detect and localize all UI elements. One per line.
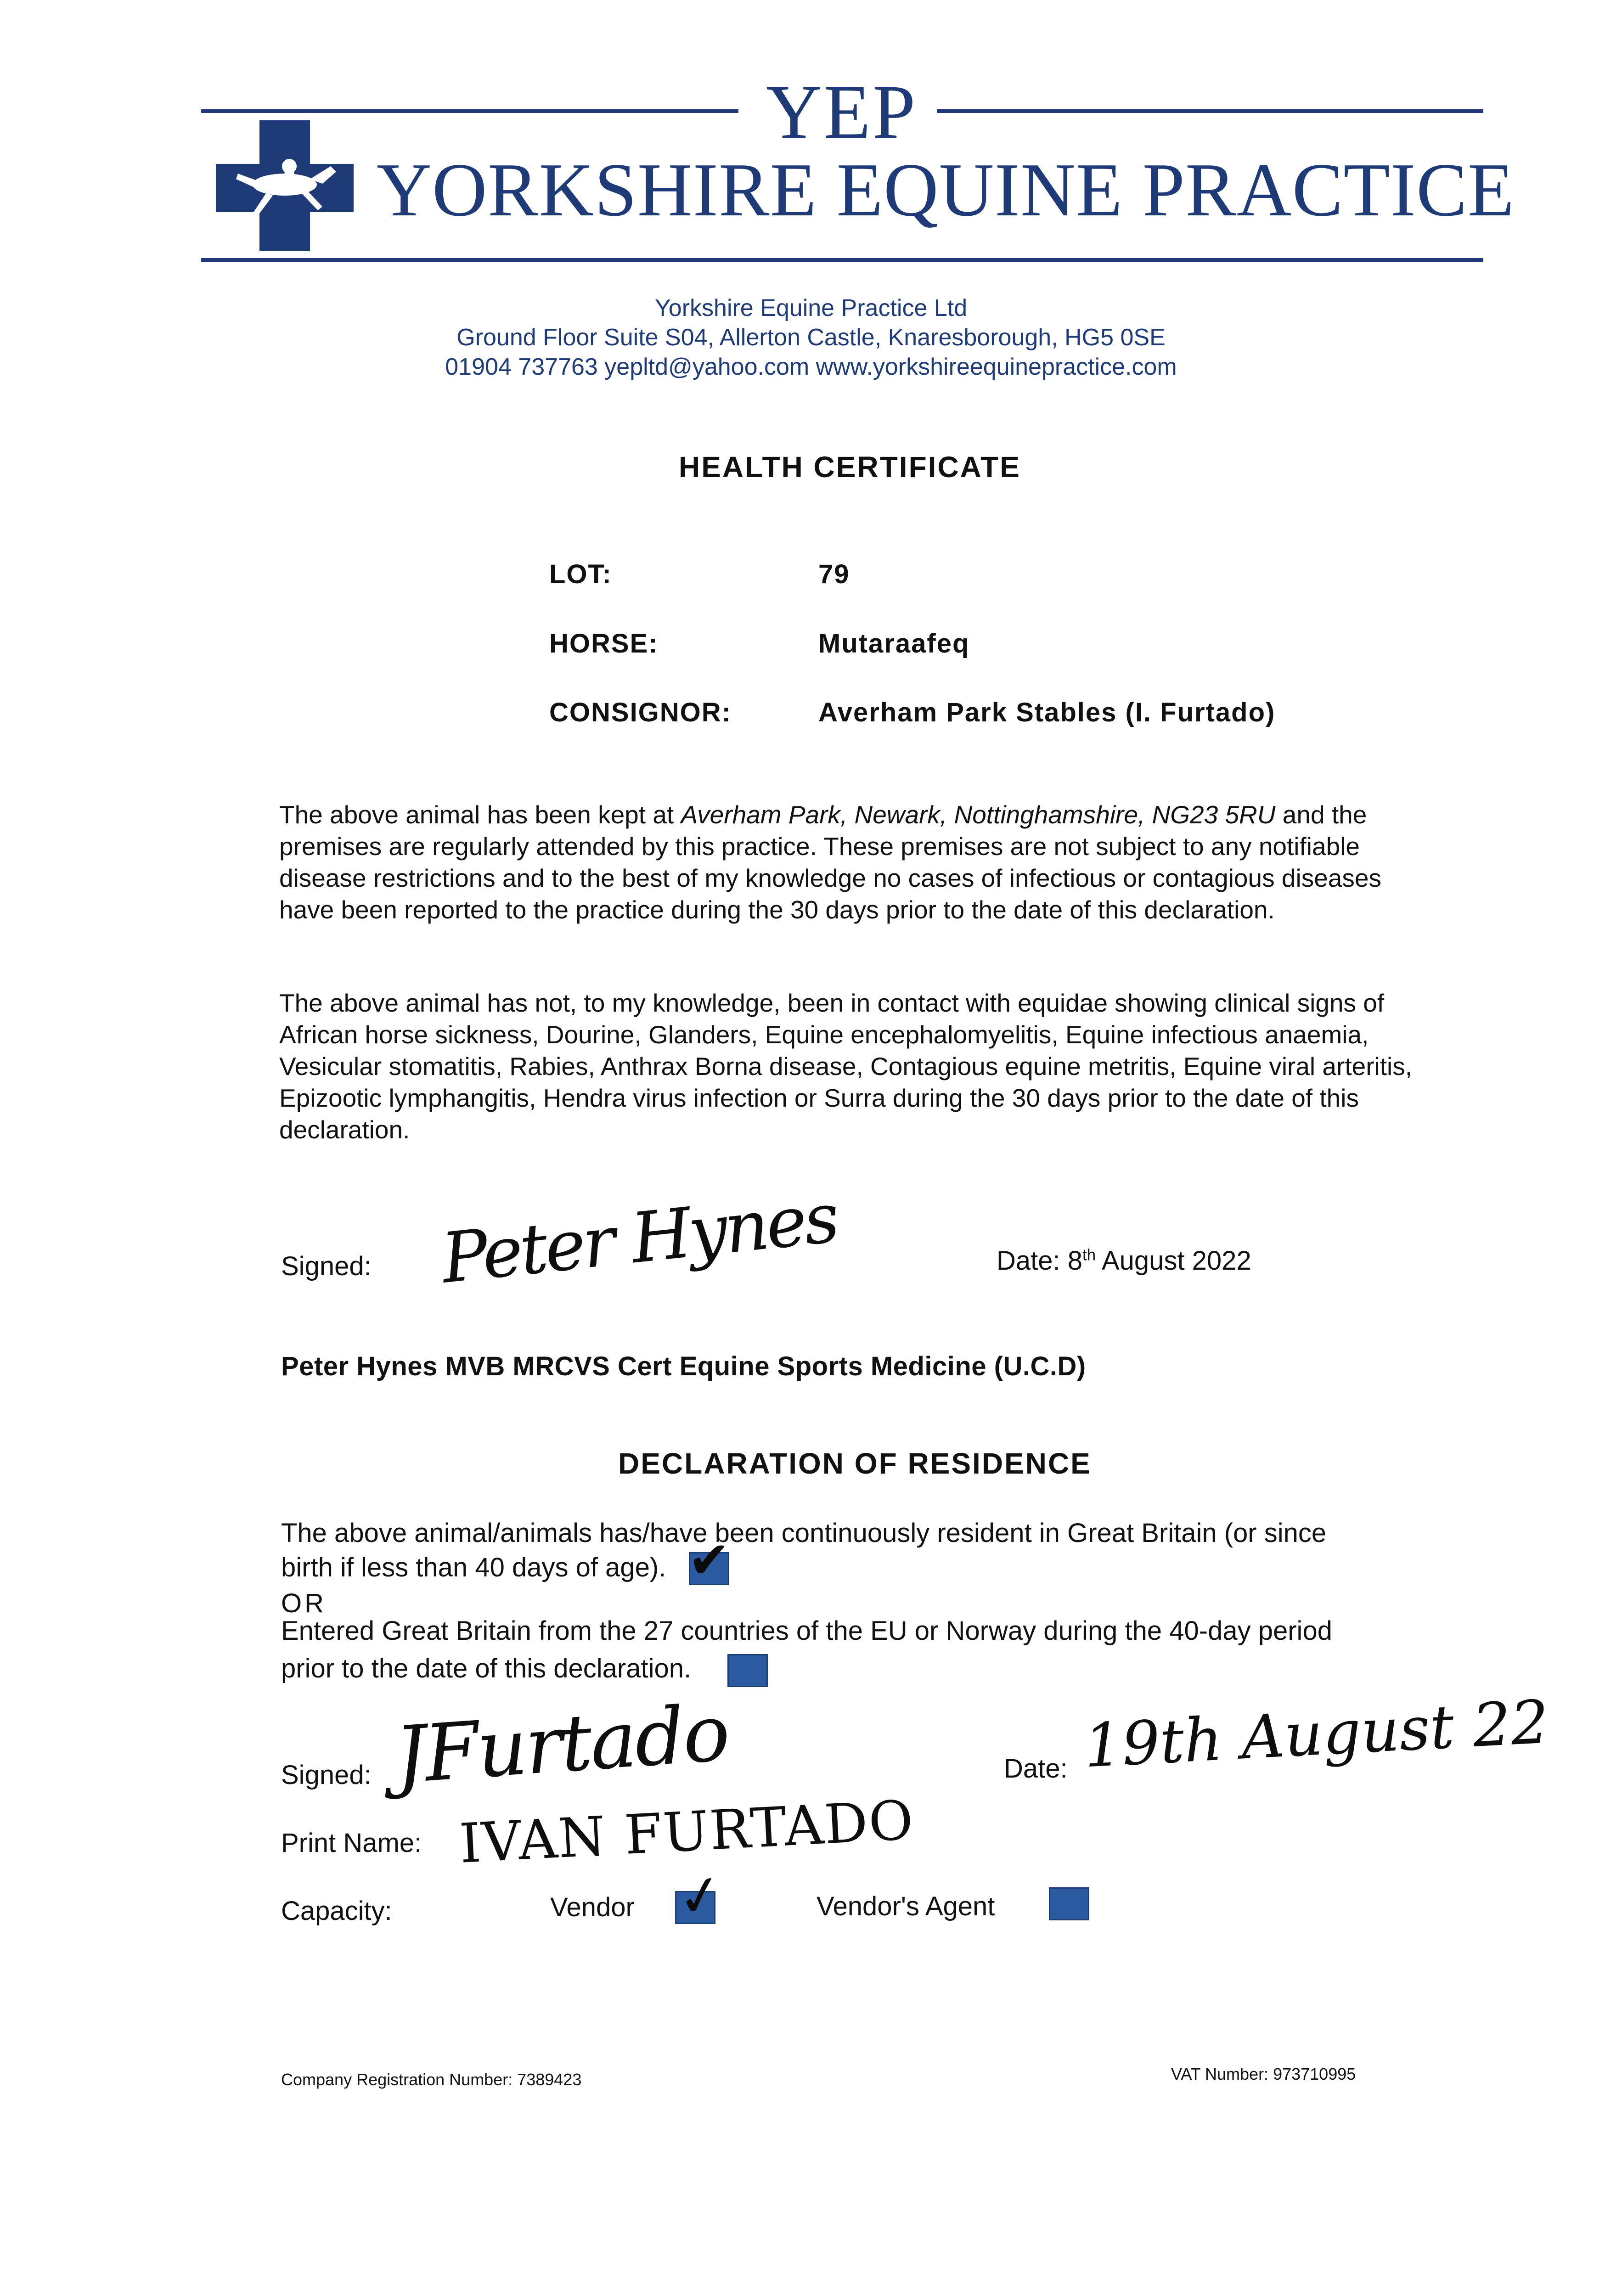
owner-date-label: Date: — [1004, 1754, 1068, 1784]
lot-label: LOT: — [549, 559, 612, 589]
horse-label: HORSE: — [549, 629, 659, 658]
vendor-agent-checkbox[interactable] — [1049, 1887, 1089, 1920]
owner-date-handwritten: 19th August 22 — [1082, 1687, 1551, 1781]
print-name-handwritten: IVAN FURTADO — [458, 1788, 916, 1875]
residence-option2-line2: prior to the date of this declaration. — [281, 1654, 692, 1683]
certificate-title: HEALTH CERTIFICATE — [679, 450, 1021, 484]
vendor-label: Vendor — [550, 1892, 635, 1922]
vet-date — [997, 1245, 1251, 1276]
company-registration-number: Company Registration Number: 7389423 — [281, 2070, 582, 2089]
owner-signature: JFurtado — [392, 1687, 731, 1802]
vendor-check-icon: ✓ — [672, 1861, 729, 1932]
vet-date-rest: August 2022 — [1101, 1246, 1251, 1276]
vet-signature: Peter Hynes — [438, 1178, 841, 1299]
vet-date-suffix: th — [1082, 1246, 1096, 1264]
vendor-agent-label: Vendor's Agent — [817, 1891, 995, 1921]
residence-option2-line1: Entered Great Britain from the 27 countries of the EU or Norway during the 40-day period — [281, 1616, 1332, 1646]
print-name-label: Print Name: — [281, 1828, 422, 1858]
premises-prefix: The above animal has been kept at — [279, 800, 681, 829]
residence-option1-line1: The above animal/animals has/have been continuously resident in Great Britain (or since — [281, 1518, 1327, 1548]
header-bottom-rule — [201, 258, 1483, 262]
residence-title: DECLARATION OF RESIDENCE — [618, 1447, 1092, 1480]
residence-option1-line2: birth if less than 40 days of age). — [281, 1553, 666, 1582]
lot-value: 79 — [818, 559, 850, 589]
premises-location: Averham Park, Newark, Nottinghamshire, NG23 5RU — [681, 800, 1276, 829]
vet-signed-label: Signed: — [281, 1251, 372, 1281]
resident-check-icon: ✔ — [688, 1531, 731, 1589]
capacity-label: Capacity: — [281, 1896, 392, 1926]
consignor-value: Averham Park Stables (I. Furtado) — [818, 698, 1276, 727]
vet-date-day: 8 — [1067, 1246, 1083, 1276]
premises-statement — [279, 799, 1418, 926]
or-separator: OR — [281, 1588, 327, 1618]
cross-horse-logo — [216, 120, 354, 251]
company-contact: 01904 737763 yepltd@yahoo.com www.yorkshireequinepractice.com — [445, 354, 1177, 380]
horse-value: Mutaraafeq — [818, 629, 970, 658]
practice-name: YORKSHIRE EQUINE PRACTICE — [377, 147, 1515, 232]
eu-entry-checkbox[interactable] — [727, 1654, 768, 1687]
company-address: Ground Floor Suite S04, Allerton Castle, Knaresborough, HG5 0SE — [456, 324, 1166, 351]
header-abbreviation: YEP — [766, 69, 918, 155]
header-top-rule-left — [201, 109, 738, 113]
owner-signed-label: Signed: — [281, 1760, 372, 1790]
premises-rest: and the premises are regularly attended by this practice. These premises are not subject to any notifiable disease restrictions and to the best of my knowledge no cases of infectious or contagious diseases have been reported to the practice during the 30 days prior to the date of this declaration. — [279, 800, 1381, 924]
vat-number: VAT Number: 973710995 — [1171, 2065, 1356, 2083]
header-top-rule-right — [937, 109, 1483, 113]
company-name: Yorkshire Equine Practice Ltd — [654, 295, 968, 321]
disease-statement: The above animal has not, to my knowledge, been in contact with equidae showing clinical signs of African horse sickness, Dourine, Glanders, Equine encephalomyelitis, Equine infectious anaemia, Vesicular stomatitis, Rabies, Anthrax Borna disease, Contagious equine metritis, Equine viral arteritis, Epizootic lymphangitis, Hendra virus infection or Surra during the 30 days prior to the date of this declaration. — [279, 989, 1413, 1144]
vet-date-label: Date: — [997, 1246, 1060, 1276]
consignor-label: CONSIGNOR: — [549, 698, 732, 727]
cross-logo-icon — [216, 120, 354, 251]
vet-name-qualifications: Peter Hynes MVB MRCVS Cert Equine Sports Medicine (U.C.D) — [281, 1351, 1086, 1381]
